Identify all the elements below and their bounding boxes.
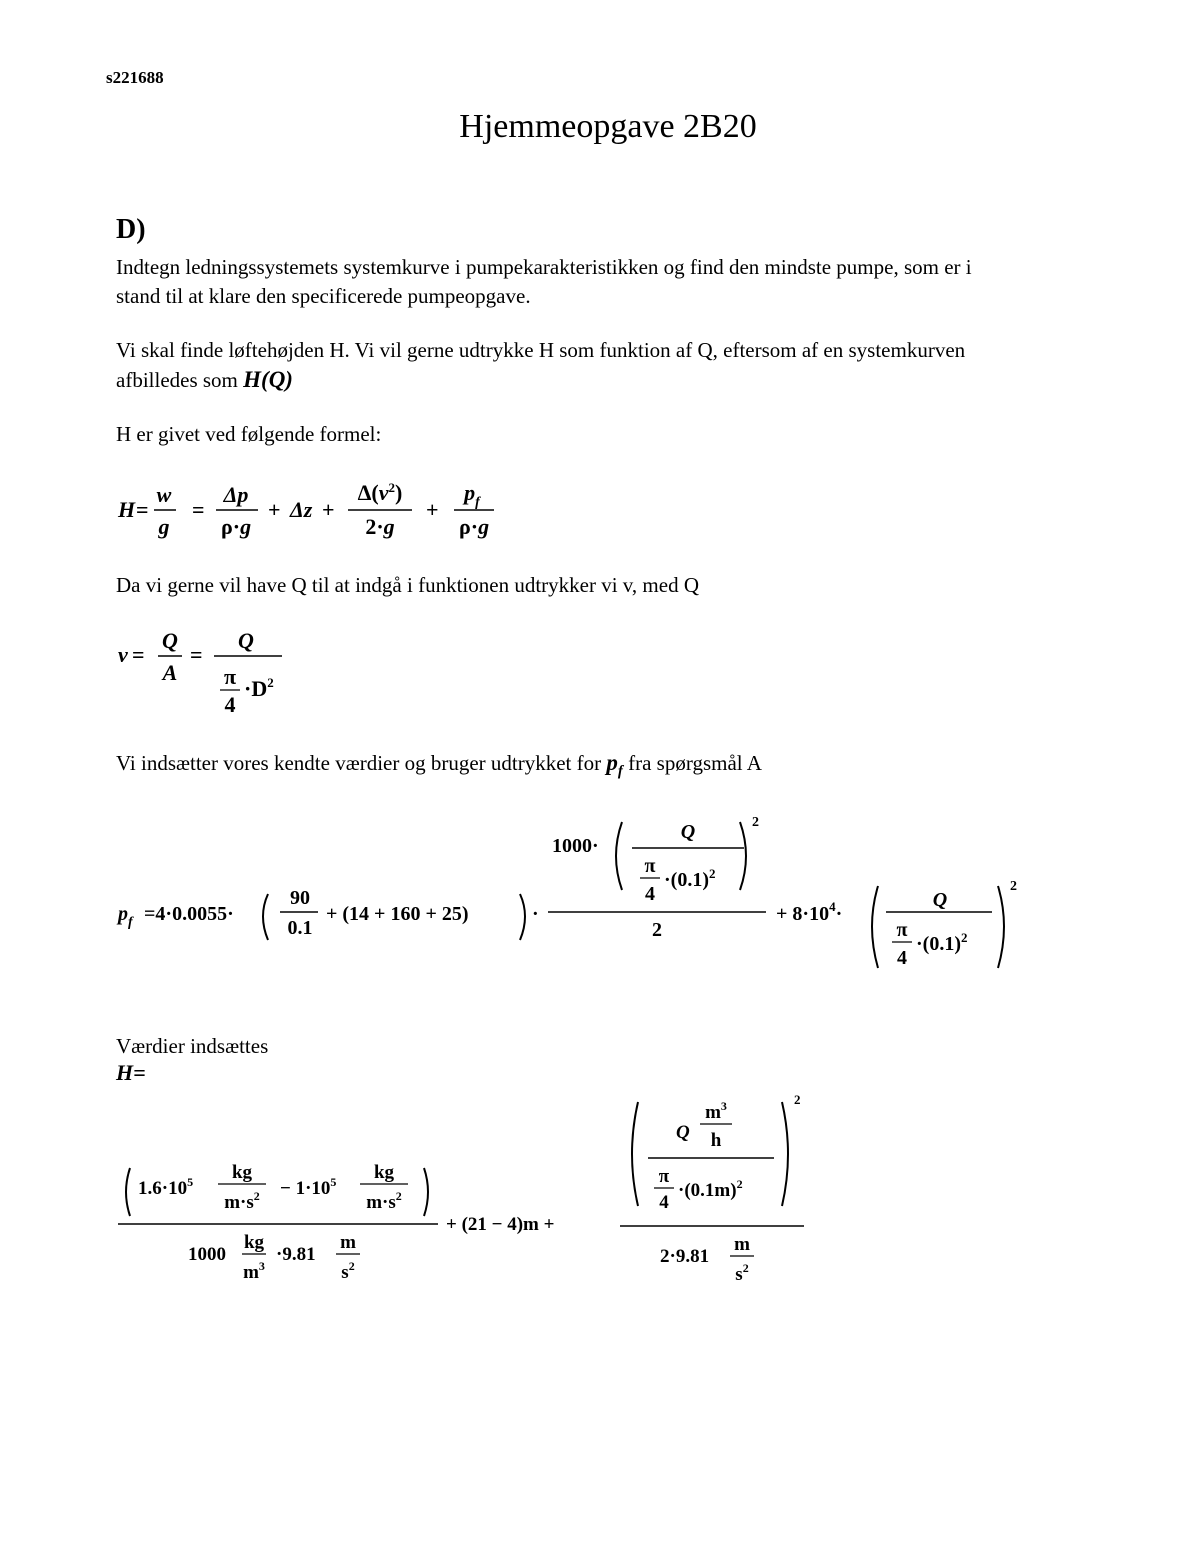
svg-text:·(0.1)2: $\cdot(0.1)^2$ [916,930,968,955]
lift-expression: H(Q) [243,367,293,392]
lift-paragraph [116,336,965,395]
svg-text:=: = [190,642,203,667]
svg-text:2·9.81: 2·9.81 [660,1246,710,1267]
lift-line-2 [116,365,965,395]
svg-text:·(0.1m)2: $\cdot(0.1m)^2$ [678,1177,743,1201]
svg-text:w: w [156,482,172,507]
svg-text:2: 2 [794,1092,801,1107]
section-heading: D) [116,214,146,245]
svg-text:m3: $m^3$ [705,1099,727,1123]
svg-text:0.1: 0.1 [287,917,313,939]
values-inserted-label: Værdier indsættes [116,1034,269,1058]
svg-text:Q: Q [162,628,178,653]
svg-text:m·s2: $m\cdot s^2$ [224,1189,260,1213]
svg-text:1000·: 1000· [552,835,599,857]
formula-intro: H er givet ved følgende formel: [116,422,382,446]
svg-text:s2: $s^2$ [735,1261,749,1285]
svg-text:kg: kg [373,1162,395,1183]
svg-text:s2: $s^2$ [341,1259,355,1283]
svg-text:=4·0.0055·: =4·0.0055· [144,903,234,925]
lift-line-1: Vi skal finde løftehøjden H. Vi vil gerne udtrykke H som funktion af Q, eftersom af en systemkurven [116,338,966,362]
svg-text:Q: Q [676,1122,690,1143]
svg-text:π: π [658,1166,670,1187]
svg-text:Q: Q [238,628,254,653]
svg-text:2: 2 [752,815,759,830]
lift-line-2-prefix: afbilledes som [116,368,238,392]
svg-text:m·s2: $m\cdot s^2$ [366,1189,402,1213]
svg-text:=: = [192,497,205,522]
svg-text:Q: Q [932,889,948,911]
svg-text:=: = [136,497,149,522]
insert-prefix: Vi indsætter vores kendte værdier og bruger udtrykket for [116,751,602,775]
svg-text:4: 4 [645,883,655,905]
svg-text:m3: $m^3$ [243,1259,265,1283]
svg-text:2·g: 2·g [365,514,395,539]
svg-text:m: m [734,1234,750,1255]
svg-text:− 1·105: − $1\cdot 10^5$ [280,1175,337,1199]
svg-text:1000: 1000 [188,1244,226,1265]
svg-text:A: A [162,660,178,685]
svg-text:·(0.1)2: $\cdot(0.1)^2$ [664,866,716,891]
insert-paragraph [116,748,762,787]
v-intro: Da vi gerne vil have Q til at indgå i funktionen udtrykker vi v, med Q [116,573,699,597]
intro-line-2: stand til at klare den specificerede pumpeopgave. [116,284,531,308]
svg-text:kg: kg [243,1232,265,1253]
insert-symbol-sub: f [617,763,623,780]
svg-text:+ 8·104·: + $8\cdot 10^4\cdot$ [776,899,843,925]
velocity-formula [112,622,312,722]
svg-text:ρ·g: ρ·g [220,514,252,539]
svg-text:v: v [118,642,128,667]
h-equals: H= [116,1060,146,1085]
svg-text:4: 4 [897,947,907,969]
svg-text:+: + [322,497,335,522]
svg-text:π: π [896,919,908,941]
svg-text:pf: $p_f$ [464,480,480,510]
svg-text:4: 4 [659,1192,669,1213]
svg-text:4: 4 [224,692,236,717]
svg-text:+: + [426,497,439,522]
substituted-formula [112,1088,812,1298]
intro-paragraph [116,253,972,311]
insert-symbol-base: p [606,750,618,775]
svg-text:kg: kg [231,1162,253,1183]
svg-text:π: π [223,664,237,689]
svg-text:π: π [644,855,656,877]
svg-text:·9.81: ·9.81 [276,1244,316,1265]
svg-text:2: 2 [652,919,662,941]
svg-text:h: h [710,1130,722,1151]
svg-text:H: H [118,497,136,522]
svg-text:Q: Q [680,821,696,843]
svg-text:+ (14 + 160 + 25): + (14 + 160 + 25) [326,903,469,925]
svg-text:+: + [268,497,281,522]
svg-text:·: · [532,903,539,925]
head-formula [112,470,532,550]
svg-text:1.6·105: $1.6\cdot 10^5$ [138,1175,194,1199]
insert-suffix: fra spørgsmål A [628,751,762,775]
svg-text:90: 90 [290,887,310,909]
svg-text:·D2: $\cdot D^2$ [244,675,274,701]
svg-text:Δp: Δp [223,482,249,507]
svg-text:Δz: Δz [290,497,313,522]
intro-line-1: Indtegn ledningssystemets systemkurve i pumpekarakteristikken og find den mindste pumpe, som er i [116,255,972,279]
svg-text:2: 2 [1010,879,1017,894]
svg-text:Δ(v2): $\Delta(v^2)$ [357,480,403,505]
friction-loss-formula [112,808,1032,988]
page-title: Hjemmeopgave 2B20 [459,108,757,145]
insert-symbol [606,750,623,780]
svg-text:m: m [340,1232,356,1253]
svg-text:pf: $p_f$ [118,903,133,930]
student-id: s221688 [106,68,164,87]
svg-text:ρ·g: ρ·g [458,514,490,539]
svg-text:=: = [132,642,145,667]
svg-text:+ (21 − 4)m +: + (21 − 4)m + [446,1214,555,1235]
svg-text:g: g [158,514,170,539]
